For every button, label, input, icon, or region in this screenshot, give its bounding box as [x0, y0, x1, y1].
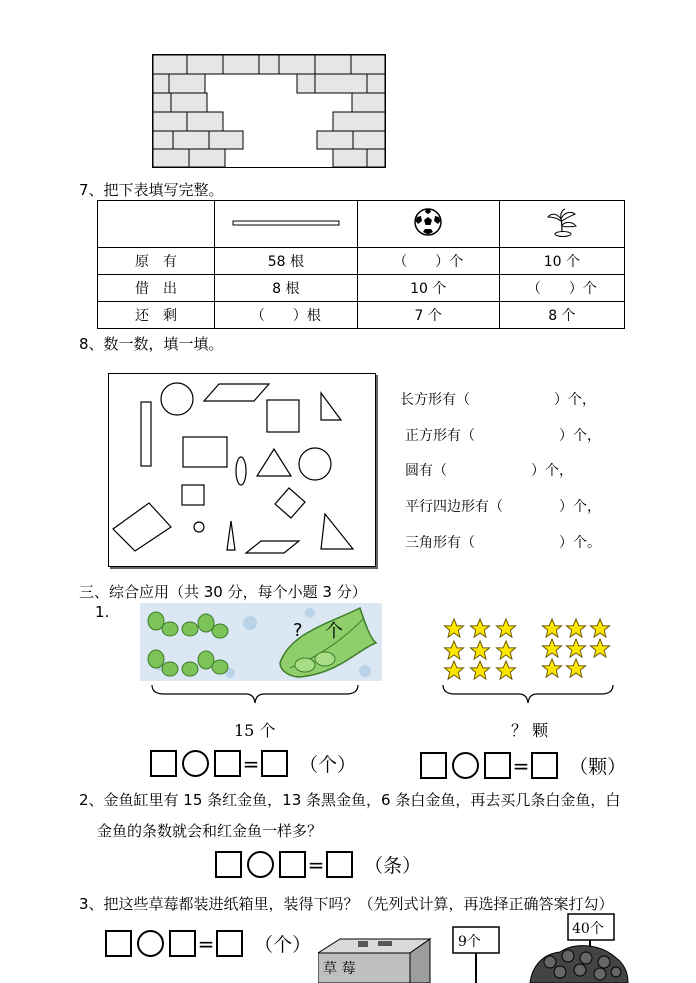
answer-box-1[interactable] — [105, 930, 132, 957]
answer-box-2[interactable] — [214, 750, 241, 777]
unit-label-ke: （颗） — [569, 756, 627, 778]
answer-box-2[interactable] — [484, 752, 511, 779]
square-shape — [267, 400, 299, 432]
table-header-plant — [499, 201, 624, 248]
brick-wall-image — [152, 54, 386, 168]
oval-shape — [236, 457, 246, 485]
triangle-count-line[interactable]: 三角形有（ ）个。 — [405, 535, 601, 551]
unit-label-ge: （个） — [254, 934, 312, 956]
right-total-label: ？ 颗 — [511, 721, 549, 740]
left-brace — [150, 683, 360, 705]
unit-label-ge: （个） — [299, 754, 357, 776]
equation-left: = （个） — [150, 750, 356, 777]
answer-box-1[interactable] — [150, 750, 177, 777]
right-triangle-shape — [321, 393, 341, 420]
circle-shape — [299, 448, 331, 480]
cell-original-plants: 10 个 — [499, 248, 624, 275]
left-total-label: 15 个 — [234, 721, 276, 740]
table-header-stick — [215, 201, 358, 248]
tall-rectangle — [141, 402, 151, 466]
operator-circle-1[interactable] — [182, 750, 209, 777]
sign-9-label: 9个 — [458, 934, 481, 950]
stick-icon — [231, 218, 341, 228]
fill-in-table — [97, 200, 625, 329]
bean-question-mark: ? — [293, 620, 303, 641]
sign-40-label: 40个 — [572, 921, 604, 937]
soccer-ball-icon — [413, 207, 443, 237]
operator-circle-1[interactable] — [247, 851, 274, 878]
triangle-shape — [321, 514, 353, 549]
table-header-blank — [98, 201, 215, 248]
tilted-rectangle-shape — [113, 503, 171, 551]
question-7-title: 7、把下表填写完整。 — [79, 181, 224, 199]
shapes-drawing — [109, 374, 375, 566]
cell-remaining-balls: 7 个 — [357, 302, 499, 329]
answer-box-2[interactable] — [279, 851, 306, 878]
row-label-original: 原 有 — [98, 248, 215, 275]
diamond-square-shape — [275, 488, 305, 518]
right-brace — [441, 683, 615, 705]
unit-label-tiao: （条） — [364, 855, 422, 877]
plant-icon — [545, 207, 579, 237]
operator-circle-1[interactable] — [452, 752, 479, 779]
bean-pod-image — [140, 603, 382, 681]
table-header-ball — [357, 201, 499, 248]
answer-box-2[interactable] — [169, 930, 196, 957]
section-3-title: 三、综合应用（共 30 分，每个小题 3 分） — [79, 583, 367, 601]
bean-unit-label: 个 — [325, 621, 343, 642]
answer-box-1[interactable] — [420, 752, 447, 779]
answer-box-3[interactable] — [531, 752, 558, 779]
rectangle-shape — [183, 437, 227, 467]
answer-box-3[interactable] — [261, 750, 288, 777]
circle-count-line[interactable]: 圆有（ ）个， — [405, 463, 573, 479]
rectangle-count-line[interactable]: 长方形有（ ）个， — [400, 392, 596, 408]
equation-problem-3: = （个） — [105, 930, 311, 957]
parallelogram-count-line[interactable]: 平行四边形有（ ）个， — [405, 499, 601, 515]
problem-3-line-1: 3、把这些草莓都装进纸箱里，装得下吗？（先列式计算，再选择正确答案打勾） — [79, 895, 614, 913]
cell-lent-balls: 10 个 — [357, 275, 499, 302]
stars-image — [440, 615, 615, 685]
row-label-remaining: 还 剩 — [98, 302, 215, 329]
operator-circle-1[interactable] — [137, 930, 164, 957]
cell-remaining-plants: 8 个 — [499, 302, 624, 329]
answer-box-3[interactable] — [216, 930, 243, 957]
cell-original-sticks: 58 根 — [215, 248, 358, 275]
square-count-line[interactable]: 正方形有（ ）个， — [405, 428, 601, 444]
small-circle-shape — [194, 522, 204, 532]
parallelogram-shape — [246, 541, 299, 553]
cell-lent-plants[interactable]: （ ）个 — [499, 275, 624, 302]
problem-1-number: 1. — [95, 603, 110, 621]
shapes-figure — [108, 373, 376, 567]
answer-box-1[interactable] — [215, 851, 242, 878]
triangle-shape — [257, 449, 291, 476]
cell-remaining-sticks[interactable]: （ ）根 — [215, 302, 358, 329]
answer-box-3[interactable] — [326, 851, 353, 878]
cell-original-balls[interactable]: （ ）个 — [357, 248, 499, 275]
equation-right: = （颗） — [420, 752, 626, 779]
problem-2-line-1: 2、金鱼缸里有 15 条红金鱼，13 条黑金鱼，6 条白金鱼，再去买几条白金鱼，白 — [79, 791, 621, 809]
equation-problem-2: = （条） — [215, 851, 421, 878]
box-label: 草 莓 — [323, 961, 356, 977]
circle-shape — [161, 383, 193, 415]
small-square-shape — [182, 485, 204, 505]
cell-lent-sticks: 8 根 — [215, 275, 358, 302]
question-8-title: 8、数一数，填一填。 — [79, 335, 224, 353]
problem-2-line-2: 金鱼的条数就会和红金鱼一样多？ — [97, 822, 323, 840]
row-label-lent: 借 出 — [98, 275, 215, 302]
parallelogram-shape — [204, 384, 269, 401]
thin-triangle-shape — [227, 521, 235, 550]
